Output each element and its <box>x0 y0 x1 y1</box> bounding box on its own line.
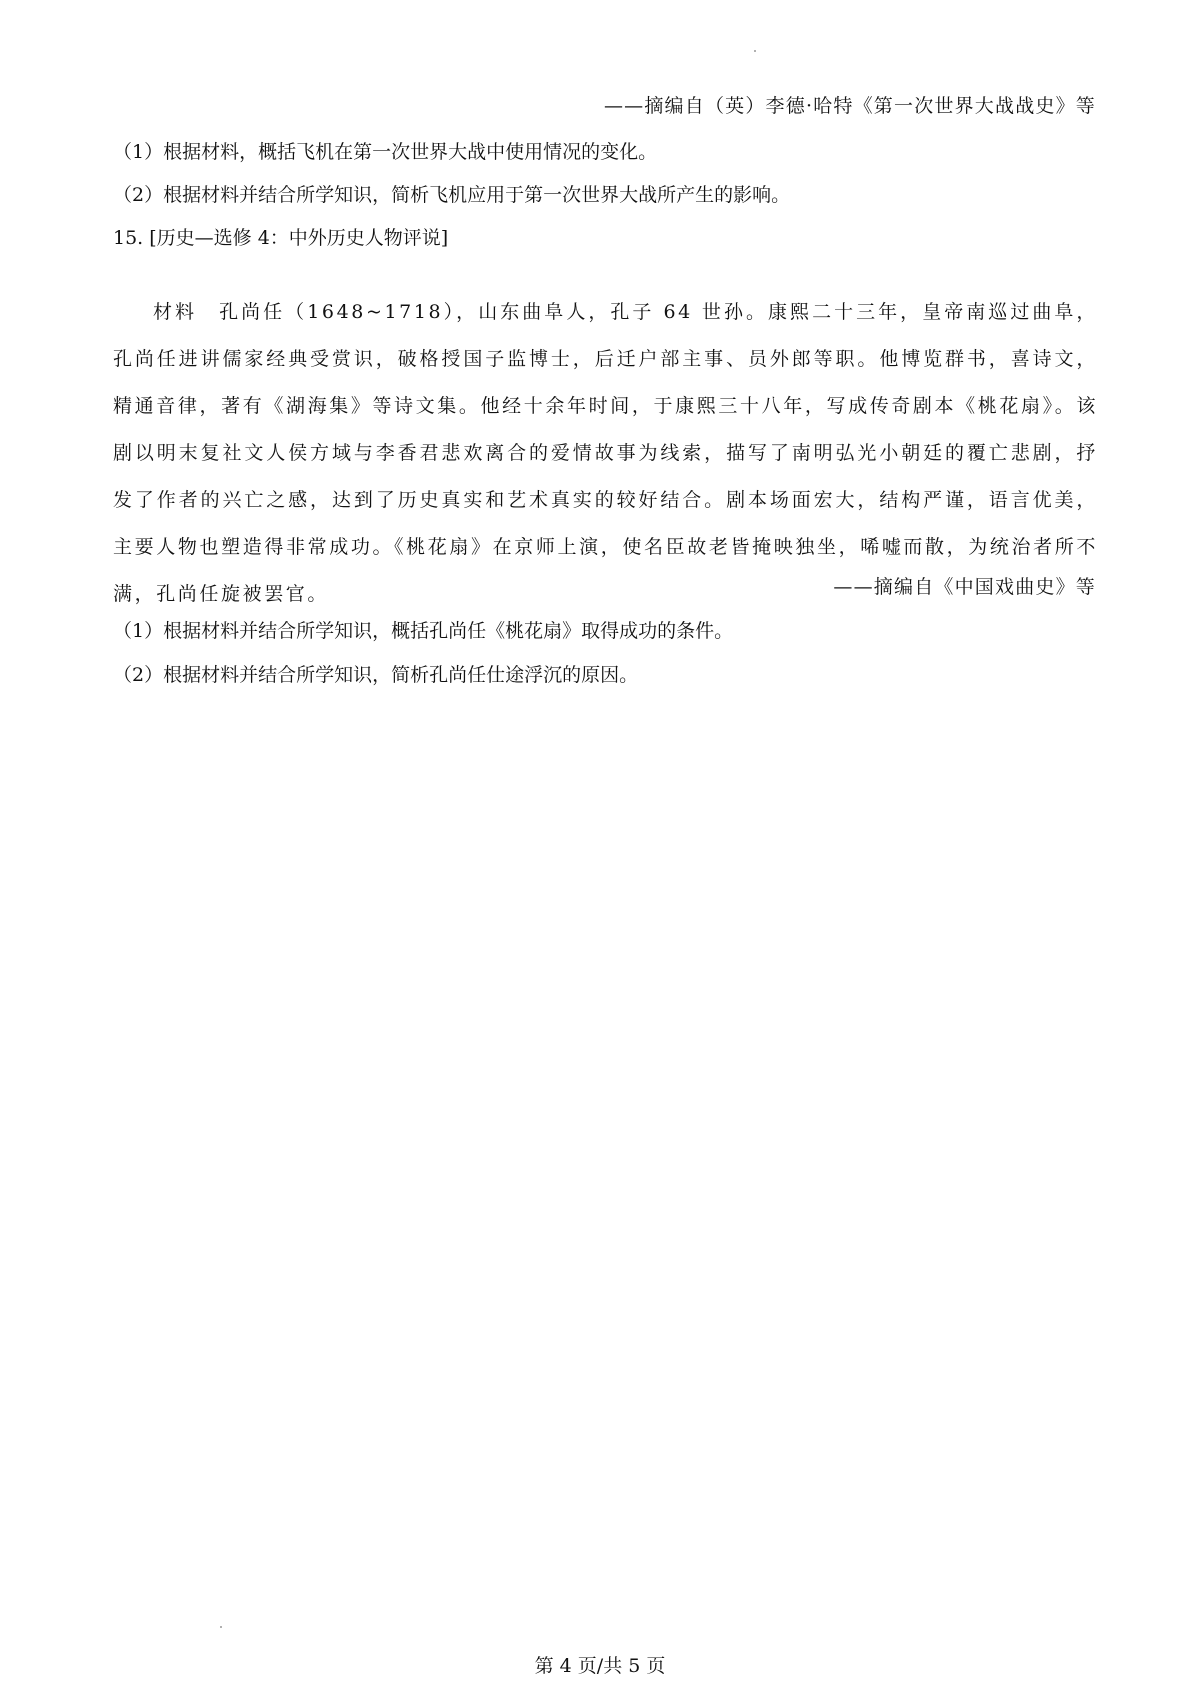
question-15-sub-2: （2）根据材料并结合所学知识，简析孔尚任仕途浮沉的原因。 <box>113 664 639 686</box>
scan-speck <box>220 1626 222 1628</box>
page-footer: 第 4 页/共 5 页 <box>534 1655 666 1677</box>
source-citation-1: ——摘编自（英）李德·哈特《第一次世界大战战史》等 <box>603 95 1096 117</box>
material-paragraph <box>113 289 1098 618</box>
question-14-sub-1: （1）根据材料，概括飞机在第一次世界大战中使用情况的变化。 <box>113 141 658 163</box>
scan-speck <box>754 50 756 52</box>
material-label: 材料 <box>153 301 198 323</box>
source-citation-2: ——摘编自《中国戏曲史》等 <box>833 576 1096 598</box>
material-text: 孔尚任（1648~1718），山东曲阜人，孔子 64 世孙。康熙二十三年，皇帝南巡过曲阜，孔尚任进讲儒家经典受赏识，破格授国子监博士，后迁户部主事、员外郎等职。他博览群书，喜诗文，精通音律，著有《湖海集》等诗文集。他经十余年时间，于康熙三十八年，写成传奇剧本《桃花扇》。该剧以明末复社文人侯方域与李香君悲欢离合的爱情故事为线索，描写了南明弘光小朝廷的覆亡悲剧，抒发了作者的兴亡之感，达到了历史真实和艺术真实的较好结合。剧本场面宏大，结构严谨，语言优美，主要人物也塑造得非常成功。《桃花扇》在京师上演，使名臣故老皆掩映独坐，唏嘘而散，为统治者所不满，孔尚任旋被罢官。 <box>113 301 1098 605</box>
question-15-sub-1: （1）根据材料并结合所学知识，概括孔尚任《桃花扇》取得成功的条件。 <box>113 620 734 642</box>
question-14-sub-2: （2）根据材料并结合所学知识，简析飞机应用于第一次世界大战所产生的影响。 <box>113 184 791 206</box>
question-15-heading: 15. [历史—选修 4：中外历史人物评说] <box>113 227 449 249</box>
